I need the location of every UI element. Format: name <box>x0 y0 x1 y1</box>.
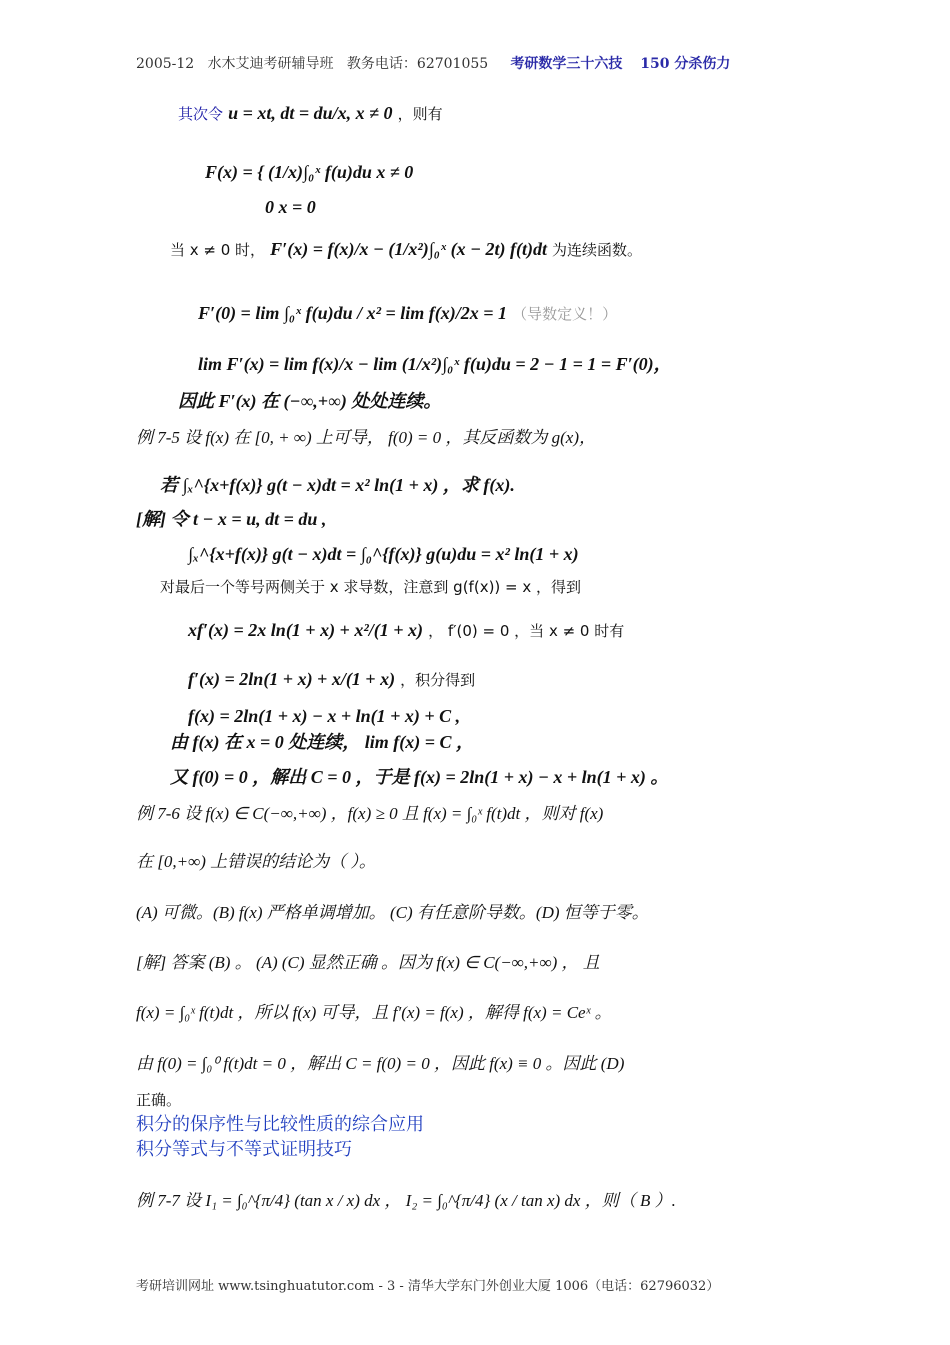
solution-7-5-line-5 <box>188 670 475 688</box>
page-header <box>136 57 730 71</box>
substitution-formula: u = xt, dt = du/x, x ≠ 0 <box>228 103 393 123</box>
limit-line-1 <box>198 304 617 322</box>
definition-note: （导数定义！） <box>512 305 618 323</box>
solution-7-6-line-1: [解] 答案 (B) 。 (A) (C) 显然正确 。因为 f(x) ∈ C(−∞,+∞) ， 且 <box>136 953 600 972</box>
section-heading-1: 积分的保序性与比较性质的综合应用 <box>136 1114 424 1135</box>
section-heading-2: 积分等式与不等式证明技巧 <box>136 1139 352 1160</box>
limit-formula-1: F′(0) = lim ∫₀ˣ f(u)du / x² = lim f(x)/2x = 1 <box>198 303 508 323</box>
piecewise-line-1: F(x) = { (1/x)∫₀ˣ f(u)du x ≠ 0 <box>205 162 414 182</box>
when-text: 当 x ≠ 0 时， <box>170 241 266 259</box>
header-org: 水木艾迪考研辅导班 <box>207 56 334 72</box>
example-7-7: 例 7-7 设 I₁ = ∫₀^{π/4} (tan x / x) dx ， I₂ = ∫₀^{π/4} (x / tan x) dx ，则（ B ）. <box>136 1191 676 1210</box>
text-line-1 <box>178 104 443 122</box>
solution-7-5-line-6: f(x) = 2ln(1 + x) − x + ln(1 + x) + C , <box>188 706 461 726</box>
piecewise-line-2: 0 x = 0 <box>265 197 316 217</box>
solution-7-5-line-4 <box>188 621 624 639</box>
example-7-6: 例 7-6 设 f(x) ∈ C(−∞,+∞) ，f(x) ≥ 0 且 f(x) = ∫₀ˣ f(t)dt ，则对 f(x) <box>136 804 604 823</box>
header-date: 2005-12 <box>136 56 195 72</box>
integrate-text: ，积分得到 <box>400 671 476 689</box>
derivative-note: ， f′(0) = 0 ，当 x ≠ 0 时有 <box>428 622 625 640</box>
header-title: 考研数学三十六技 <box>510 56 623 72</box>
solution-7-5-line-7: 由 f(x) 在 x = 0 处连续， lim f(x) = C ， <box>170 732 474 752</box>
intro-text: 其次令 <box>178 105 224 123</box>
example-7-5-condition: 若 ∫ₓ^{x+f(x)} g(t − x)dt = x² ln(1 + x) ，求 f(x). <box>160 475 515 495</box>
example-7-6-question: 在 [0,+∞) 上错误的结论为（ ）。 <box>136 852 376 871</box>
example-7-5: 例 7-5 设 f(x) 在 [0, + ∞) 上可导， f(0) = 0 ，其反函数为 g(x)， <box>136 428 597 447</box>
then-text: ，则有 <box>397 105 443 123</box>
fprime-equation: f′(x) = 2ln(1 + x) + x/(1 + x) <box>188 669 396 689</box>
limit-line-2: lim F′(x) = lim f(x)/x − lim (1/x²)∫₀ˣ f(u)du = 2 − 1 = 1 = F′(0)， <box>198 354 672 374</box>
page-footer: 考研培训网址 www.tsinghuatutor.com - 3 - 清华大学东门外创业大厦 1006（电话：62796032） <box>136 1279 720 1294</box>
solution-7-5-line-1: [解] 令 t − x = u, dt = du , <box>136 509 327 529</box>
solution-7-6-line-3: 由 f(0) = ∫₀⁰ f(t)dt = 0 ，解出 C = f(0) = 0 ，因此 f(x) ≡ 0 。因此 (D) <box>136 1054 625 1073</box>
derivative-line <box>170 240 642 258</box>
solution-7-6-line-4: 正确。 <box>136 1091 182 1109</box>
solution-7-5-line-8: 又 f(0) = 0 ，解出 C = 0 ，于是 f(x) = 2ln(1 + x) − x + ln(1 + x) 。 <box>170 767 669 787</box>
derivative-equation: xf′(x) = 2x ln(1 + x) + x²/(1 + x) <box>188 620 423 640</box>
header-subtitle: 150 分杀伤力 <box>640 56 731 72</box>
conclusion-line: 因此 F′(x) 在 (−∞,+∞) 处处连续。 <box>178 391 442 411</box>
continuous-text: 为连续函数。 <box>552 241 643 259</box>
example-7-6-options: (A) 可微。(B) f(x) 严格单调增加。 (C) 有任意阶导数。(D) 恒等于零。 <box>136 903 649 922</box>
solution-7-5-line-2: ∫ₓ^{x+f(x)} g(t − x)dt = ∫₀^{f(x)} g(u)du = x² ln(1 + x) <box>188 544 579 564</box>
header-phone: 教务电话：62701055 <box>346 56 489 72</box>
solution-7-5-line-3: 对最后一个等号两侧关于 x 求导数，注意到 g(f(x)) = x ，得到 <box>160 578 582 596</box>
solution-7-6-line-2: f(x) = ∫₀ˣ f(t)dt ，所以 f(x) 可导，且 f′(x) = f(x) ，解得 f(x) = Ceˣ 。 <box>136 1003 612 1022</box>
derivative-formula: F′(x) = f(x)/x − (1/x²)∫₀ˣ (x − 2t) f(t)dt <box>270 239 547 259</box>
